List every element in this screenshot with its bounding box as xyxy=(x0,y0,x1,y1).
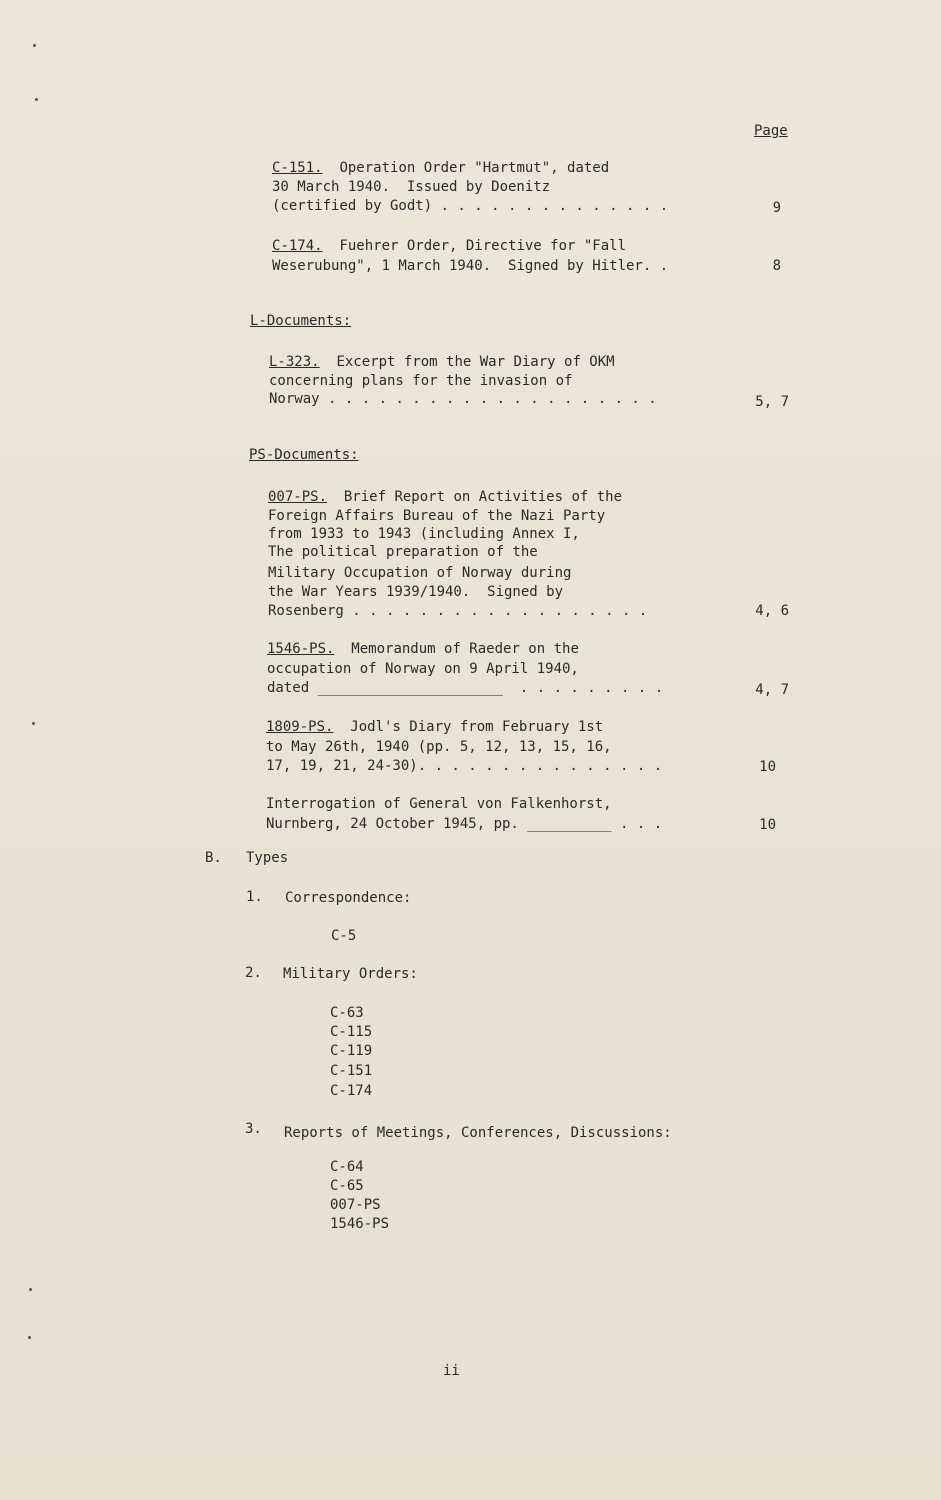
list-item: C-174 xyxy=(330,1083,373,1099)
page-ref: 8 xyxy=(772,258,781,274)
group-label-correspondence: Correspondence: xyxy=(285,890,412,906)
list-item: 1546-PS xyxy=(330,1216,390,1232)
group-number: 3. xyxy=(245,1121,262,1137)
doc-desc-line: Military Occupation of Norway during xyxy=(268,565,572,581)
page-ref: 4, 6 xyxy=(755,603,789,619)
doc-desc-line: 17, 19, 21, 24-30). . . . . . . . . . . . . . . xyxy=(266,758,663,774)
doc-desc-line: Jodl's Diary from February 1st xyxy=(350,719,604,735)
doc-desc-line: Foreign Affairs Bureau of the Nazi Party xyxy=(268,508,606,524)
doc-desc-line: concerning plans for the invasion of xyxy=(269,373,573,389)
list-item: C-151 xyxy=(330,1063,373,1079)
doc-id: C-174. xyxy=(272,238,323,254)
doc-desc-line: Operation Order "Hartmut", dated xyxy=(339,160,610,176)
margin-speck xyxy=(33,44,36,47)
group-number: 1. xyxy=(246,889,263,905)
margin-speck xyxy=(32,722,35,725)
doc-desc-line: 30 March 1940. Issued by Doenitz xyxy=(272,179,551,195)
doc-desc-line: dated ______________________ . . . . . . . . . xyxy=(267,680,664,696)
doc-desc-line: Nurnberg, 24 October 1945, pp. __________ . . . xyxy=(266,816,663,832)
doc-id: 007-PS. xyxy=(268,489,328,505)
doc-desc-line: Memorandum of Raeder on the xyxy=(351,641,579,657)
page-ref: 10 xyxy=(759,817,776,833)
group-label-reports: Reports of Meetings, Conferences, Discussions: xyxy=(284,1125,672,1141)
doc-id: L-323. xyxy=(269,354,320,370)
doc-desc-line: The political preparation of the xyxy=(268,544,538,560)
list-item: C-63 xyxy=(330,1005,364,1021)
page-ref: 9 xyxy=(772,200,781,216)
doc-desc-line: the War Years 1939/1940. Signed by xyxy=(268,584,564,600)
group-number: 2. xyxy=(245,965,262,981)
page-ref: 10 xyxy=(759,759,776,775)
doc-desc-line: Weserubung", 1 March 1940. Signed by Hitler. . xyxy=(272,258,669,274)
section-heading-l-documents: L-Documents: xyxy=(250,313,352,329)
doc-desc-line: Interrogation of General von Falkenhorst, xyxy=(266,796,612,812)
margin-speck xyxy=(28,1336,31,1339)
page-column-label: Page xyxy=(754,123,788,139)
doc-desc-line: Brief Report on Activities of the xyxy=(343,489,623,505)
page-ref: 4, 7 xyxy=(755,682,789,698)
doc-desc-line: occupation of Norway on 9 April 1940, xyxy=(267,661,579,677)
section-heading-ps-documents: PS-Documents: xyxy=(249,447,359,463)
section-marker: B. xyxy=(205,850,222,866)
list-item: C-5 xyxy=(331,928,357,944)
page-ref: 5, 7 xyxy=(755,394,789,410)
margin-speck xyxy=(35,98,38,101)
margin-speck xyxy=(29,1288,32,1291)
group-label-military-orders: Military Orders: xyxy=(283,966,418,982)
doc-desc-line: Rosenberg . . . . . . . . . . . . . . . . . . xyxy=(268,603,648,619)
doc-id: 1809-PS. xyxy=(266,719,334,735)
doc-desc-line: Norway . . . . . . . . . . . . . . . . . . . . xyxy=(269,391,657,407)
list-item: C-65 xyxy=(330,1178,364,1194)
doc-id: C-151. xyxy=(272,160,323,176)
doc-desc-line: Fuehrer Order, Directive for "Fall xyxy=(339,238,627,254)
doc-desc-line: from 1933 to 1943 (including Annex I, xyxy=(268,526,580,542)
doc-desc-line: to May 26th, 1940 (pp. 5, 12, 13, 15, 16, xyxy=(266,739,612,755)
doc-id: 1546-PS. xyxy=(267,641,335,657)
section-heading-types: Types xyxy=(246,850,289,866)
page-number: ii xyxy=(443,1363,460,1379)
list-item: C-119 xyxy=(330,1043,373,1059)
list-item: C-64 xyxy=(330,1159,364,1175)
list-item: 007-PS xyxy=(330,1197,381,1213)
doc-desc-line: (certified by Godt) . . . . . . . . . . . . . . xyxy=(272,198,669,214)
doc-desc-line: Excerpt from the War Diary of OKM xyxy=(336,354,615,370)
list-item: C-115 xyxy=(330,1024,373,1040)
